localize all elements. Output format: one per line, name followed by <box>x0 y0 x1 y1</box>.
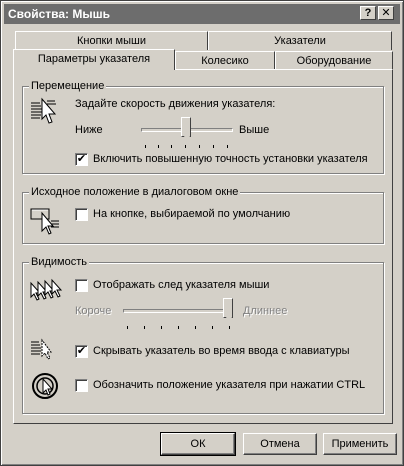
speed-slow-label: Ниже <box>75 124 103 136</box>
snap-to-checkbox[interactable] <box>75 208 88 221</box>
precision-label: Включить повышенную точность установки указателя <box>93 153 368 165</box>
ctrl-locate-label: Обозначить положение указателя при нажатии CTRL <box>93 379 366 391</box>
visibility-group <box>22 256 384 414</box>
tab-pointers-label: Указатели <box>274 35 326 47</box>
close-button[interactable] <box>378 6 394 20</box>
tab-buttons-label: Кнопки мыши <box>76 35 146 47</box>
trails-long-label: Длиннее <box>243 305 288 317</box>
check-icon: ✔ <box>76 153 87 165</box>
precision-checkbox[interactable] <box>75 153 88 166</box>
snap-to-group <box>22 186 384 244</box>
trails-short-label: Короче <box>75 305 112 317</box>
hide-pointer-icon <box>29 337 65 363</box>
speed-slider-ticks <box>145 145 231 149</box>
trails-slider-thumb[interactable] <box>223 298 233 318</box>
ok-button[interactable] <box>161 433 235 455</box>
close-icon: ✕ <box>381 7 391 19</box>
title-bar <box>4 4 400 24</box>
tab-wheel[interactable] <box>175 51 275 70</box>
hide-pointer-label: Скрывать указатель во время ввода с клавиатуры <box>93 345 350 357</box>
ctrl-locate-icon <box>31 371 61 401</box>
window-title: Свойства: Мышь <box>8 7 110 21</box>
help-button[interactable] <box>360 6 376 20</box>
pointer-speed-icon <box>29 97 65 127</box>
trails-checkbox[interactable] <box>75 279 88 292</box>
hide-pointer-checkbox[interactable] <box>75 345 88 358</box>
tab-hardware[interactable] <box>275 51 393 70</box>
cancel-button-label: Отмена <box>260 438 300 450</box>
pointer-trails-icon <box>29 277 65 307</box>
tab-pointer-options-label: Параметры указателя <box>37 53 151 65</box>
motion-group <box>22 80 384 174</box>
trails-label: Отображать след указателя мыши <box>93 279 270 291</box>
apply-button[interactable] <box>323 433 397 455</box>
snap-to-button-icon <box>29 205 65 235</box>
tab-wheel-label: Колесико <box>201 55 249 67</box>
speed-prompt: Задайте скорость движения указателя: <box>75 98 276 110</box>
help-icon: ? <box>364 7 372 19</box>
ctrl-locate-checkbox[interactable] <box>75 379 88 392</box>
trails-slider-ticks <box>127 326 231 330</box>
apply-button-label: Применить <box>331 438 389 450</box>
tab-hardware-label: Оборудование <box>296 55 372 67</box>
tab-pointer-options[interactable] <box>13 49 175 70</box>
tab-pointers[interactable] <box>208 31 392 50</box>
ok-button-label: ОК <box>190 438 206 450</box>
tab-buttons[interactable] <box>15 31 208 50</box>
speed-fast-label: Выше <box>239 124 270 136</box>
snap-to-label: На кнопке, выбираемой по умолчанию <box>93 208 291 220</box>
speed-slider-thumb[interactable] <box>181 117 191 137</box>
visibility-group-title: Видимость <box>31 256 87 268</box>
tab-panel <box>13 69 393 424</box>
cancel-button[interactable] <box>243 433 317 455</box>
motion-group-title: Перемещение <box>31 80 105 92</box>
trails-slider-track[interactable] <box>123 309 233 313</box>
check-icon: ✔ <box>76 345 87 357</box>
snap-to-group-title: Исходное положение в диалоговом окне <box>31 186 239 198</box>
